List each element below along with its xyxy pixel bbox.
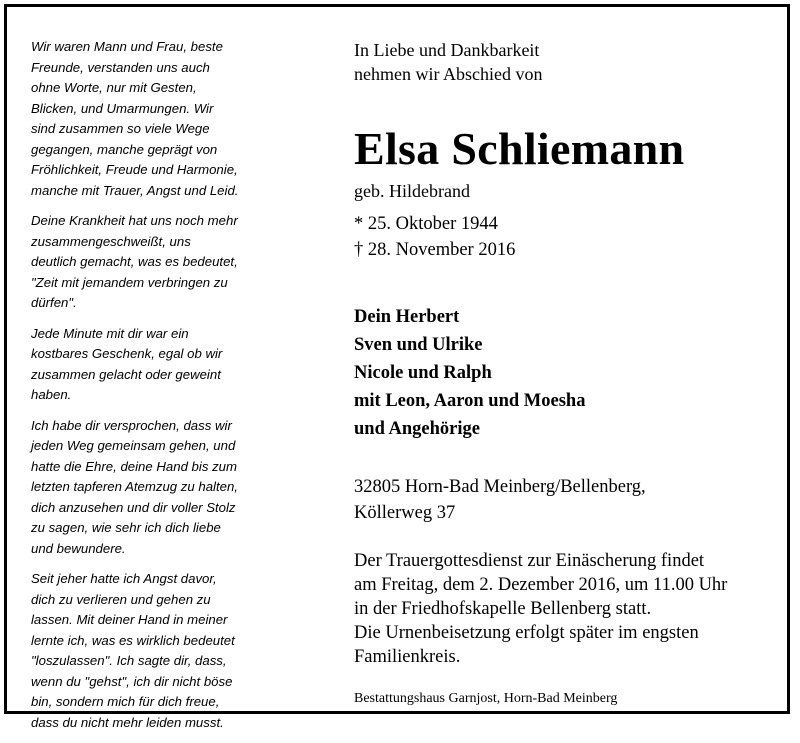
- poem-line: kostbares Geschenk, egal ob wir: [31, 346, 223, 361]
- service-line: in der Friedhofskapelle Bellenberg statt.: [354, 599, 652, 619]
- mourner-line: mit Leon, Aaron und Moesha: [354, 391, 586, 411]
- intro-line: In Liebe und Dankbarkeit: [354, 40, 540, 60]
- mourner-line: Sven und Ulrike: [354, 335, 483, 355]
- poem-stanza-3: [31, 324, 331, 406]
- address-line: Köllerweg 37: [354, 503, 456, 523]
- poem-line: ohne Worte, nur mit Gesten,: [31, 80, 197, 95]
- mourner-line: Dein Herbert: [354, 307, 460, 327]
- poem-line: Ich habe dir versprochen, dass wir: [31, 417, 232, 433]
- poem-line: Seit jeher hatte ich Angst davor,: [31, 571, 217, 586]
- birth-name: geb. Hildebrand: [354, 181, 470, 201]
- poem-line: Jede Minute mit dir war ein: [31, 325, 189, 341]
- poem-line: Blicken, und Umarmungen. Wir: [31, 100, 214, 116]
- poem-line: "loszulassen". Ich sagte dir, dass,: [31, 653, 227, 668]
- poem-stanza-2: [31, 211, 331, 314]
- poem-line: Freunde, verstanden uns auch: [31, 59, 210, 75]
- poem-line: zu sagen, wie sehr ich dich liebe: [31, 520, 221, 535]
- poem-line: dürfen".: [31, 295, 77, 310]
- poem-line: Wir waren Mann und Frau, beste: [31, 39, 223, 54]
- mourner-line: Nicole und Ralph: [354, 363, 492, 383]
- death-date: † 28. November 2016: [354, 240, 516, 260]
- poem-stanza-1: [31, 37, 331, 201]
- poem-line: hatte die Ehre, deine Hand bis zum: [31, 458, 237, 474]
- announcement-column: [354, 38, 784, 708]
- undertaker-credit: Bestattungshaus Garnjost, Horn-Bad Meinberg: [354, 691, 618, 706]
- poem-stanza-5: [31, 569, 331, 733]
- poem-line: Fröhlichkeit, Freude und Harmonie,: [31, 162, 238, 177]
- poem-line: dich zu verlieren und gehen zu: [31, 591, 211, 607]
- poem-line: letzten tapferen Atemzug zu halten,: [31, 479, 238, 494]
- poem-line: zusammen gelacht oder geweint: [31, 366, 221, 382]
- poem-line: dass du nicht mehr leiden musst.: [31, 714, 224, 730]
- service-line: Der Trauergottesdienst zur Einäscherung findet: [354, 551, 705, 571]
- poem-line: manche mit Trauer, Angst und Leid.: [31, 182, 239, 198]
- intro-text: [354, 38, 784, 86]
- poem-line: sind zusammen so viele Wege: [31, 121, 210, 136]
- obituary-notice: [4, 4, 790, 730]
- poem-line: zusammengeschweißt, uns: [31, 233, 191, 249]
- poem-line: deutlich gemacht, was es bedeutet,: [31, 254, 238, 269]
- poem-line: dich anzusehen und dir voller Stolz: [31, 499, 236, 515]
- intro-line: nehmen wir Abschied von: [354, 64, 543, 84]
- birth-date: * 25. Oktober 1944: [354, 214, 498, 234]
- mourner-line: und Angehörige: [354, 419, 480, 439]
- poem-stanza-4: [31, 416, 331, 560]
- poem-column: [31, 37, 331, 743]
- address-line: 32805 Horn-Bad Meinberg/Bellenberg,: [354, 477, 646, 497]
- poem-line: "Zeit mit jemandem verbringen zu: [31, 274, 228, 290]
- deceased-name: Elsa Schliemann: [354, 123, 685, 174]
- poem-line: lernte ich, was es wirklich bedeutet: [31, 632, 235, 648]
- poem-line: bin, sondern mich für dich freue,: [31, 694, 220, 709]
- poem-line: jeden Weg gemeinsam gehen, und: [31, 438, 236, 453]
- poem-line: lassen. Mit deiner Hand in meiner: [31, 612, 228, 627]
- poem-line: haben.: [31, 387, 72, 402]
- life-dates: [354, 211, 784, 263]
- poem-line: gegangen, manche geprägt von: [31, 141, 218, 157]
- mourners-list: [354, 303, 784, 443]
- poem-line: Deine Krankheit hat uns noch mehr: [31, 213, 238, 228]
- address: [354, 474, 784, 526]
- poem-line: wenn du "gehst", ich dir nicht böse: [31, 673, 233, 689]
- service-line: Die Urnenbeisetzung erfolgt später im engsten: [354, 623, 699, 643]
- service-info: [354, 549, 784, 669]
- service-line: am Freitag, dem 2. Dezember 2016, um 11.00 Uhr: [354, 575, 728, 595]
- poem-line: und bewundere.: [31, 540, 126, 556]
- service-line: Familienkreis.: [354, 647, 461, 667]
